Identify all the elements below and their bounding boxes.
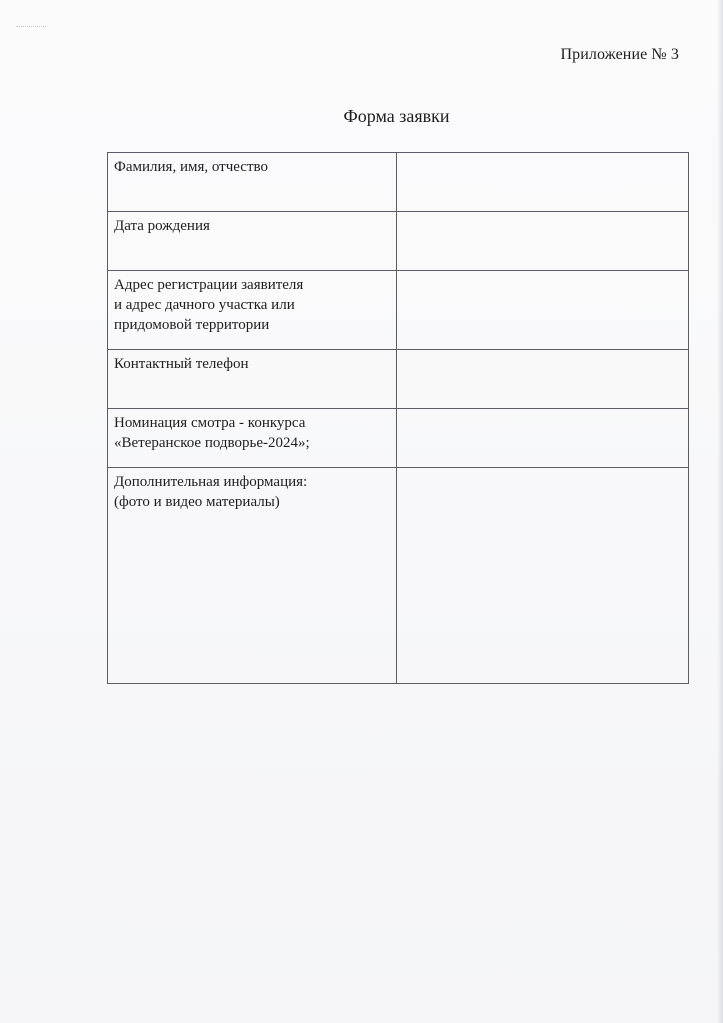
table-row <box>108 153 689 212</box>
scan-edge-shadow <box>717 0 723 1023</box>
form-row-value-phone[interactable] <box>397 350 689 409</box>
table-row <box>108 212 689 271</box>
table-row <box>108 409 689 468</box>
page-title: Форма заявки <box>343 106 450 126</box>
form-row-value-nomination[interactable] <box>397 409 689 468</box>
table-row <box>108 350 689 409</box>
form-row-value-birth-date[interactable] <box>397 212 689 271</box>
appendix-label: Приложение № 3 <box>560 46 679 63</box>
form-row-value-full-name[interactable] <box>397 153 689 212</box>
form-row-label-full-name: Фамилия, имя, отчество <box>108 153 397 212</box>
form-row-label-address: Адрес регистрации заявителя и адрес дачного участка или придомовой территории <box>108 271 397 350</box>
form-row-value-additional-info[interactable] <box>397 468 689 684</box>
form-row-label-phone: Контактный телефон <box>108 350 397 409</box>
form-row-label-nomination: Номинация смотра - конкурса «Ветеранское подворье-2024»; <box>108 409 397 468</box>
table-row <box>108 271 689 350</box>
application-form-table <box>107 152 689 684</box>
form-row-value-address[interactable] <box>397 271 689 350</box>
table-row <box>108 468 689 684</box>
scan-speck <box>16 26 46 30</box>
form-row-label-birth-date: Дата рождения <box>108 212 397 271</box>
form-row-label-additional-info: Дополнительная информация: (фото и видео материалы) <box>108 468 397 684</box>
